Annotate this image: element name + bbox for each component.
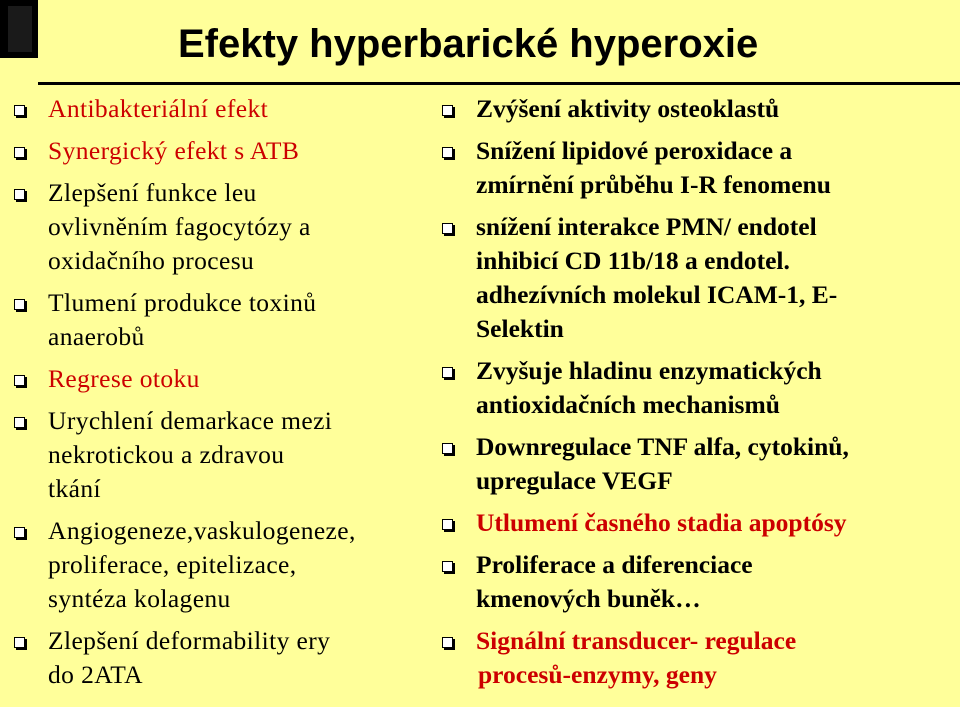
- bullet-line: snížení interakce PMN/ endotel: [476, 212, 817, 241]
- bullet-line: Zvyšuje hladinu enzymatických: [476, 356, 822, 385]
- bullet-line: Signální transducer- regulace: [476, 626, 797, 655]
- bullet-line: Utlumení časného stadia apoptósy: [476, 508, 847, 537]
- checkbox-bullet-icon: [14, 417, 25, 428]
- bullet-item-pmn-interaction: [440, 210, 955, 346]
- bullet-line: Snížení lipidové peroxidace a: [476, 136, 793, 165]
- bullet-item-apoptosis: [440, 506, 955, 540]
- bullet-line: anaerobů: [48, 322, 145, 351]
- bullet-line: zmírnění průběhu I-R fenomenu: [476, 170, 831, 199]
- checkbox-bullet-icon: [442, 147, 453, 158]
- bullet-item-downregulation: [440, 430, 955, 498]
- corner-decoration-inner: [8, 6, 32, 52]
- bullet-line: Angiogeneze,vaskulogeneze,: [48, 516, 356, 545]
- bullet-line: nekrotickou a zdravou: [48, 440, 285, 469]
- bullet-line: Selektin: [476, 314, 564, 343]
- bullet-line: Proliferace a diferenciace: [476, 550, 753, 579]
- bullet-line: ovlivněním fagocytózy a: [48, 212, 311, 241]
- bullet-item-osteoclast: [440, 92, 955, 126]
- checkbox-bullet-icon: [14, 105, 25, 116]
- checkbox-bullet-icon: [14, 637, 25, 648]
- checkbox-bullet-icon: [14, 147, 25, 158]
- checkbox-bullet-icon: [14, 375, 25, 386]
- bullet-line: tkání: [48, 474, 101, 503]
- bullet-item-toxin-suppression: [12, 286, 442, 354]
- checkbox-bullet-icon: [14, 527, 25, 538]
- bullet-item-antibacterial: [12, 92, 442, 126]
- bullet-item-signal-transducer: [440, 624, 955, 692]
- bullet-line: Zvýšení aktivity osteoklastů: [476, 94, 780, 123]
- bullet-line: Zlepšení funkce leu: [48, 178, 257, 207]
- checkbox-bullet-icon: [442, 367, 453, 378]
- bullet-item-antioxidant: [440, 354, 955, 422]
- checkbox-bullet-icon: [14, 189, 25, 200]
- bullet-line: Tlumení produkce toxinů: [48, 288, 317, 317]
- corner-decoration: [0, 0, 38, 58]
- bullet-line: Zlepšení deformability ery: [48, 626, 331, 655]
- bullet-item-synergy: [12, 134, 442, 168]
- bullet-item-deformability: [12, 624, 442, 692]
- bullet-item-lipid-peroxidation: [440, 134, 955, 202]
- bullet-item-edema-regression: [12, 362, 442, 396]
- bullet-line: Regrese otoku: [48, 364, 200, 393]
- slide-title: Efekty hyperbarické hyperoxie: [178, 22, 759, 66]
- bullet-line: proliferace, epitelizace,: [48, 550, 297, 579]
- checkbox-bullet-icon: [442, 519, 453, 530]
- bullet-line: kmenových buněk…: [476, 584, 701, 613]
- bullet-item-leu-function: [12, 176, 442, 278]
- bullet-line: procesů-enzymy, geny: [478, 660, 717, 689]
- bullet-line: syntéza kolagenu: [48, 584, 231, 613]
- bullet-line: Downregulace TNF alfa, cytokinů,: [476, 432, 849, 461]
- bullet-line: upregulace VEGF: [476, 466, 673, 495]
- bullet-line: do 2ATA: [48, 660, 143, 689]
- bullet-item-stem-cells: [440, 548, 955, 616]
- checkbox-bullet-icon: [442, 443, 453, 454]
- title-bar: [38, 0, 960, 85]
- checkbox-bullet-icon: [442, 637, 453, 648]
- bullet-item-angiogenesis: [12, 514, 442, 616]
- checkbox-bullet-icon: [442, 105, 453, 116]
- bullet-line: antioxidačních mechanismů: [476, 390, 780, 419]
- bullet-line: Urychlení demarkace mezi: [48, 406, 333, 435]
- bullet-line: Synergický efekt s ATB: [48, 136, 300, 165]
- left-bullet-list: [12, 92, 442, 692]
- bullet-line: Antibakteriální efekt: [48, 94, 269, 123]
- bullet-line: adhezívních molekul ICAM-1, E-: [476, 280, 838, 309]
- checkbox-bullet-icon: [442, 561, 453, 572]
- bullet-line: oxidačního procesu: [48, 246, 255, 275]
- bullet-line: inhibicí CD 11b/18 a endotel.: [476, 246, 790, 275]
- checkbox-bullet-icon: [14, 299, 25, 310]
- checkbox-bullet-icon: [442, 223, 453, 234]
- right-bullet-list: [440, 92, 955, 692]
- bullet-item-demarcation: [12, 404, 442, 506]
